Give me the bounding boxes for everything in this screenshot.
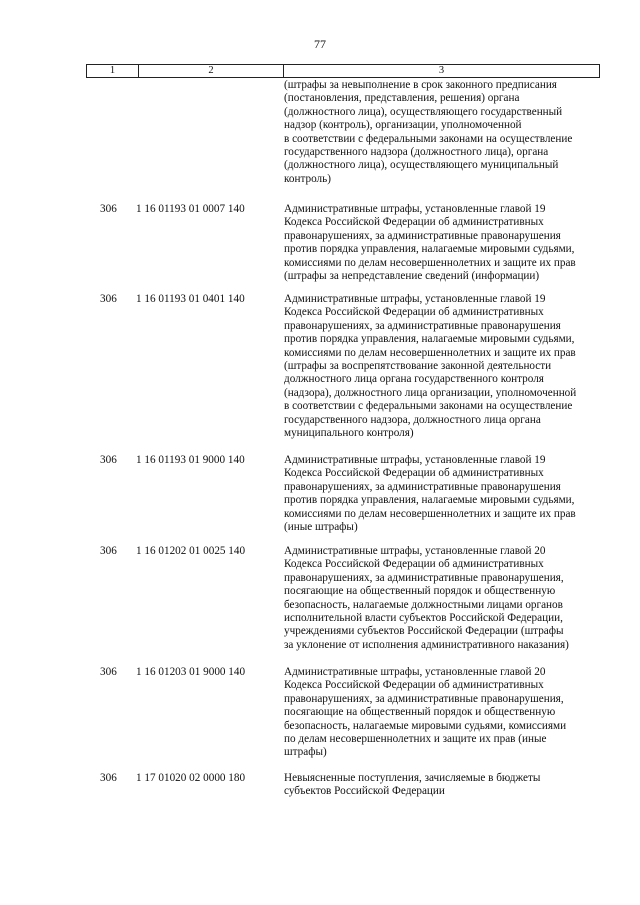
- description-line: в соответствии с федеральными законами на осуществление: [284, 132, 573, 145]
- description-line: Кодекса Российской Федерации об административных: [284, 558, 544, 571]
- description-line: (иные штрафы): [284, 521, 358, 534]
- row-description: [284, 293, 624, 440]
- admin-code: 306: [100, 454, 117, 466]
- budget-classification-code: 1 16 01203 01 9000 140: [136, 666, 246, 678]
- description-line: Административные штрафы, установленные главой 20: [284, 666, 546, 678]
- description-line: должностного лица органа государственного контроля: [284, 373, 544, 386]
- description-line: исполнительной власти субъектов Российской Федерации,: [284, 612, 563, 625]
- description-line: штрафы): [284, 746, 327, 759]
- description-line: комиссиями по делам несовершеннолетних и защите их прав: [284, 346, 576, 359]
- description-line: Административные штрафы, установленные главой 19: [284, 454, 546, 466]
- admin-code: 306: [100, 545, 117, 557]
- budget-classification-code: 1 16 01193 01 0007 140: [136, 203, 245, 215]
- column-header-table: [86, 64, 600, 78]
- description-line: правонарушениях, за административные правонарушения,: [284, 571, 564, 584]
- description-line: правонарушениях, за административные правонарушения: [284, 319, 561, 332]
- description-line: правонарушениях, за административные правонарушения: [284, 480, 561, 493]
- description-line: (постановления, представления, решения) органа: [284, 92, 520, 105]
- column-header-1: 1: [87, 65, 139, 78]
- description-line: правонарушениях, за административные правонарушения: [284, 229, 561, 242]
- description-line: (должностного лица), осуществляющего муниципальный: [284, 159, 559, 172]
- description-line: учреждениями субъектов Российской Федерации (штрафы: [284, 625, 564, 638]
- description-line: Кодекса Российской Федерации об административных: [284, 679, 544, 692]
- row-description: [284, 772, 624, 799]
- column-header-3: 3: [284, 65, 600, 78]
- description-line: безопасность, налагаемые мировыми судьями, комиссиями: [284, 719, 567, 732]
- column-header-2: 2: [139, 65, 284, 78]
- description-line: правонарушениях, за административные правонарушения,: [284, 692, 564, 705]
- row-description: [284, 545, 624, 652]
- row-description: [284, 666, 624, 760]
- description-line: государственного надзора, должностного лица органа: [284, 413, 541, 426]
- description-line: Административные штрафы, установленные главой 19: [284, 203, 546, 215]
- description-line: муниципального контроля): [284, 427, 414, 440]
- row-description: [284, 454, 624, 534]
- description-line: против порядка управления, налагаемые мировыми судьями,: [284, 333, 575, 346]
- description-line: против порядка управления, налагаемые мировыми судьями,: [284, 243, 575, 256]
- budget-classification-code: 1 16 01193 01 9000 140: [136, 454, 245, 466]
- description-line: Кодекса Российской Федерации об административных: [284, 467, 544, 480]
- continuation-description: [284, 79, 624, 186]
- admin-code: 306: [100, 666, 117, 678]
- description-line: Невыясненные поступления, зачисляемые в бюджеты: [284, 772, 541, 784]
- description-line: субъектов Российской Федерации: [284, 785, 445, 798]
- description-line: (надзора), должностного лица организации, уполномоченной: [284, 386, 577, 399]
- page-number: 77: [314, 37, 326, 51]
- description-line: посягающие на общественный порядок и общественную: [284, 585, 556, 598]
- budget-classification-code: 1 16 01193 01 0401 140: [136, 293, 245, 305]
- row-description: [284, 203, 624, 283]
- description-line: Административные штрафы, установленные главой 19: [284, 293, 546, 305]
- description-line: Кодекса Российской Федерации об административных: [284, 306, 544, 319]
- description-line: (должностного лица), осуществляющего государственный: [284, 105, 563, 118]
- description-line: (штрафы за невыполнение в срок законного предписания: [284, 79, 557, 91]
- description-line: в соответствии с федеральными законами на осуществление: [284, 400, 573, 413]
- description-line: Административные штрафы, установленные главой 20: [284, 545, 546, 557]
- admin-code: 306: [100, 772, 117, 784]
- description-line: Кодекса Российской Федерации об административных: [284, 216, 544, 229]
- description-line: безопасность, налагаемые должностными лицами органов: [284, 598, 563, 611]
- description-line: государственного надзора (должностного лица), органа: [284, 146, 549, 159]
- description-line: (штрафы за непредставление сведений (информации): [284, 270, 540, 283]
- admin-code: 306: [100, 293, 117, 305]
- description-line: надзор (контроль), организации, уполномоченной: [284, 119, 522, 132]
- column-header-row: [87, 65, 600, 78]
- description-line: по делам несовершеннолетних и защите их прав (иные: [284, 733, 547, 746]
- description-line: против порядка управления, налагаемые мировыми судьями,: [284, 494, 575, 507]
- admin-code: 306: [100, 203, 117, 215]
- budget-classification-code: 1 17 01020 02 0000 180: [136, 772, 246, 784]
- description-line: за уклонение от исполнения административного наказания): [284, 638, 569, 651]
- description-line: контроль): [284, 172, 331, 185]
- description-line: комиссиями по делам несовершеннолетних и защите их прав: [284, 507, 576, 520]
- description-line: (штрафы за воспрепятствование законной деятельности: [284, 360, 552, 373]
- description-line: комиссиями по делам несовершеннолетних и защите их прав: [284, 256, 576, 269]
- budget-classification-code: 1 16 01202 01 0025 140: [136, 545, 246, 557]
- description-line: посягающие на общественный порядок и общественную: [284, 706, 556, 719]
